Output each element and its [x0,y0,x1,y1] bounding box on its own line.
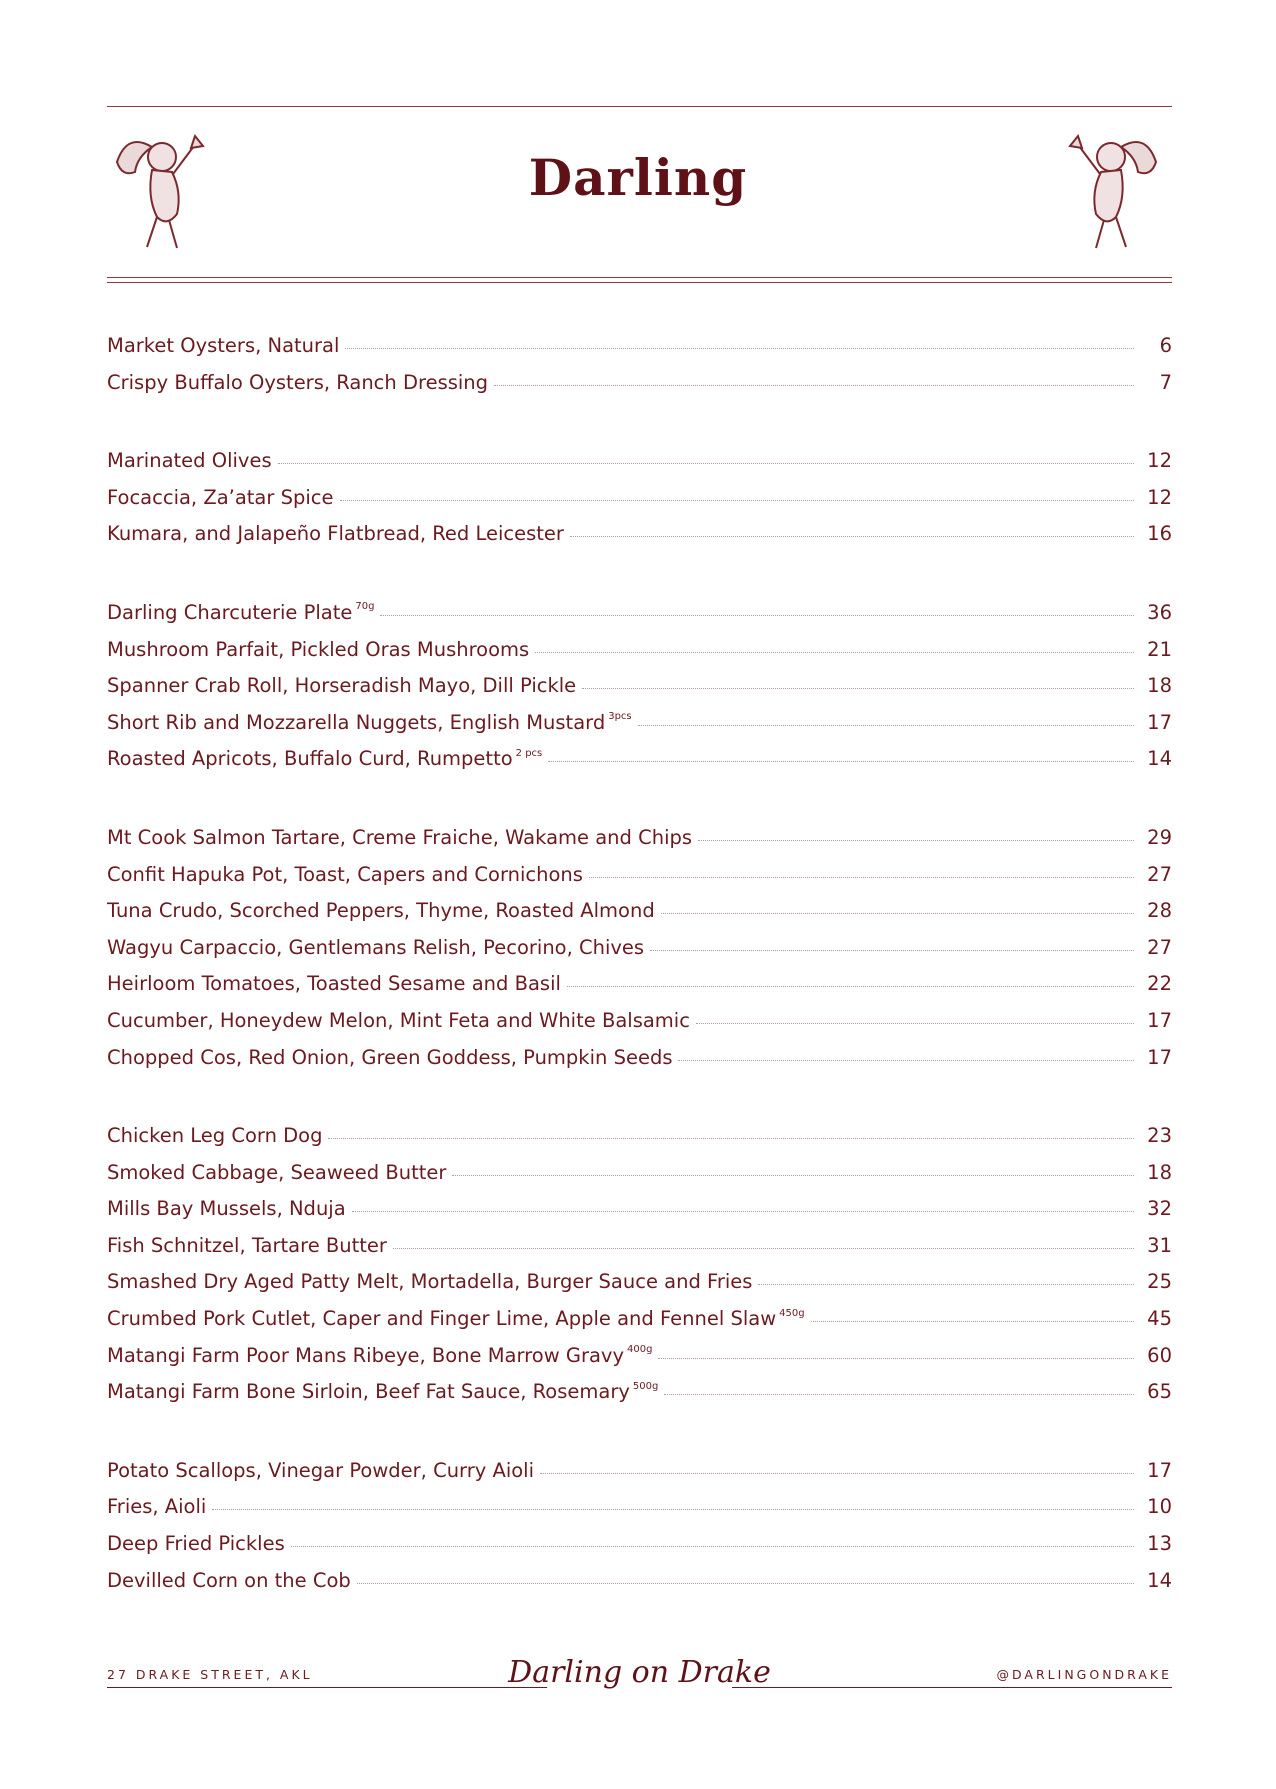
menu-item [107,826,1172,863]
menu-item [107,334,1172,371]
page-title: Darling [528,148,748,207]
dot-leader [291,1546,1134,1547]
menu-item [107,1307,1172,1344]
menu-item [107,711,1172,748]
menu-item-name [107,1532,285,1555]
menu-item [107,1234,1172,1271]
menu-item [107,747,1172,784]
menu-item-name [107,747,542,770]
menu-item-name [107,1197,346,1220]
dot-leader [278,463,1134,464]
menu-item-name-text: Deep Fried Pickles [107,1532,285,1556]
menu-item-price: 28 [1147,899,1172,923]
menu-item-price: 23 [1147,1124,1172,1148]
menu-item-price: 6 [1159,334,1172,357]
menu-section [107,334,1172,407]
dot-leader [494,385,1134,386]
menu-item-name-text: Mills Bay Mussels, Nduja [107,1197,346,1221]
menu-item-price: 14 [1147,1568,1172,1592]
menu-item-name-text: Tuna Crudo, Scorched Peppers, Thyme, Roasted Almond [107,899,655,923]
menu-item-price: 13 [1147,1532,1172,1556]
menu-item-name-text: Short Rib and Mozzarella Nuggets, English Mustard [107,710,606,734]
menu-item-portion: 500g [632,1380,659,1392]
menu-item-portion: 450g [779,1307,805,1319]
footer-signature: Darling on Drake [508,1655,771,1690]
menu-item-price: 21 [1147,637,1172,661]
menu-item-name [107,334,339,357]
menu-item [107,863,1172,900]
menu-item-name [107,601,374,624]
menu-item-price: 7 [1159,370,1172,394]
menu-item-price: 45 [1147,1307,1172,1331]
menu-item-price: 27 [1147,862,1172,886]
dot-leader [589,877,1134,878]
menu-item [107,449,1172,486]
menu-item-name [107,711,632,734]
dot-leader [357,1583,1134,1584]
footer-address: 27 DRAKE STREET, AKL [107,1667,313,1682]
menu-item [107,674,1172,711]
menu-item-price: 31 [1147,1233,1172,1257]
menu-item-name [107,1124,322,1147]
menu-item-name-text: Roasted Apricots, Buffalo Curd, Rumpetto [107,747,513,771]
dot-leader [638,725,1134,726]
menu-section [107,449,1172,559]
menu-item-name-text: Crispy Buffalo Oysters, Ranch Dressing [107,370,489,394]
menu-item-name-text: Potato Scallops, Vinegar Powder, Curry Aioli [107,1458,535,1482]
menu-item [107,522,1172,559]
menu-item-price: 18 [1147,674,1172,698]
dot-leader [582,688,1134,689]
menu-item-name-text: Marinated Olives [107,449,272,473]
menu-item [107,486,1172,523]
menu-item-portion: 2 pcs [515,747,543,759]
menu-item-name-text: Spanner Crab Roll, Horseradish Mayo, Dill Pickle [107,674,577,698]
menu-item-name [107,449,272,472]
dot-leader [380,615,1134,616]
menu-item-name-text: Market Oysters, Natural [107,334,340,357]
menu-item-name [107,1344,652,1367]
dot-leader [212,1509,1134,1510]
menu-list [107,334,1172,1647]
menu-item [107,1161,1172,1198]
menu-item-name [107,1569,351,1592]
dot-leader [452,1175,1134,1176]
menu-item-name [107,371,488,394]
menu-item [107,1495,1172,1532]
menu-item-name [107,1380,658,1403]
menu-item [107,1532,1172,1569]
menu-item-name [107,863,583,886]
menu-item-price: 16 [1147,522,1172,546]
dot-leader [567,986,1134,987]
menu-item-name [107,1459,534,1482]
menu-item-name [107,486,334,509]
menu-item-price: 60 [1147,1343,1172,1367]
menu-item-name-text: Matangi Farm Poor Mans Ribeye, Bone Marrow Gravy [107,1343,625,1367]
menu-item-price: 17 [1147,1008,1172,1032]
menu-item-price: 36 [1147,600,1172,624]
menu-section [107,826,1172,1082]
menu-item-price: 32 [1147,1197,1172,1221]
menu-item [107,371,1172,408]
menu-item-price: 12 [1147,485,1172,509]
menu-item-price: 22 [1147,972,1172,996]
menu-item-name-text: Fries, Aioli [107,1495,207,1519]
menu-item-name [107,1270,752,1293]
footer-social-handle: @DARLINGONDRAKE [996,1667,1172,1682]
menu-item [107,601,1172,638]
menu-item-name-text: Cucumber, Honeydew Melon, Mint Feta and White Balsamic [107,1008,690,1032]
menu-item-name-text: Kumara, and Jalapeño Flatbread, Red Leicester [107,522,564,546]
menu-item-portion: 400g [627,1344,653,1356]
menu-item-name-text: Crumbed Pork Cutlet, Caper and Finger Lime, Apple and Fennel Slaw [107,1307,777,1331]
menu-item [107,1344,1172,1381]
dot-leader [698,840,1134,841]
menu-item-name-text: Wagyu Carpaccio, Gentlemans Relish, Pecorino, Chives [107,935,645,959]
dot-leader [352,1211,1134,1212]
menu-item-name [107,674,576,697]
menu-item [107,1197,1172,1234]
menu-item-name [107,522,564,545]
menu-item-price: 17 [1147,1045,1172,1069]
menu-item [107,936,1172,973]
menu-item-price: 25 [1147,1270,1172,1294]
menu-item-name [107,1161,446,1184]
menu-item-name-text: Chopped Cos, Red Onion, Green Goddess, Pumpkin Seeds [107,1045,673,1069]
menu-item-price: 12 [1147,449,1172,473]
cherub-icon [1058,122,1166,262]
menu-item-portion: 70g [355,601,375,613]
menu-section [107,601,1172,784]
dot-leader [540,1473,1134,1474]
dot-leader [548,761,1134,762]
menu-item [107,1459,1172,1496]
menu-item-name-text: Mt Cook Salmon Tartare, Creme Fraiche, Wakame and Chips [107,825,693,849]
dot-leader [570,536,1134,537]
dot-leader [661,913,1134,914]
dot-leader [340,500,1135,501]
dot-leader [664,1394,1134,1395]
dot-leader [658,1358,1134,1359]
dot-leader [650,950,1134,951]
menu-item-name [107,972,561,995]
menu-item-portion: 3pcs [608,711,632,723]
menu-item [107,1124,1172,1161]
menu-item [107,1380,1172,1417]
menu-item-name-text: Focaccia, Za’atar Spice [107,485,334,509]
menu-item-name-text: Heirloom Tomatoes, Toasted Sesame and Basil [107,972,561,996]
menu-item-name [107,899,655,922]
menu-item [107,638,1172,675]
menu-item-price: 65 [1147,1380,1172,1404]
dot-leader [393,1248,1134,1249]
menu-item-name [107,1307,805,1330]
dot-leader [758,1284,1134,1285]
menu-item-name-text: Darling Charcuterie Plate [107,600,353,624]
menu-item-name-text: Fish Schnitzel, Tartare Butter [107,1233,387,1257]
menu-item-name-text: Chicken Leg Corn Dog [107,1124,323,1148]
menu-item [107,1569,1172,1606]
menu-item-name [107,936,644,959]
dot-leader [345,348,1134,349]
header-top-rule [107,106,1172,107]
menu-item [107,899,1172,936]
menu-item [107,972,1172,1009]
menu-item-name [107,1046,672,1069]
menu-item-price: 29 [1147,825,1172,849]
dot-leader [328,1138,1134,1139]
menu-item-name-text: Smoked Cabbage, Seaweed Butter [107,1160,447,1184]
menu-section [107,1459,1172,1605]
menu-item-price: 18 [1147,1160,1172,1184]
menu-item [107,1270,1172,1307]
menu-item-name [107,826,692,849]
menu-item [107,1046,1172,1083]
menu-item-name [107,638,529,661]
menu-item-name-text: Mushroom Parfait, Pickled Oras Mushrooms [107,637,530,661]
menu-item [107,1009,1172,1046]
menu-item-name [107,1234,387,1257]
menu-item-name-text: Confit Hapuka Pot, Toast, Capers and Cornichons [107,862,583,886]
menu-item-name [107,1495,206,1518]
header-bottom-rule [107,277,1172,283]
dot-leader [678,1060,1134,1061]
menu-item-price: 17 [1147,710,1172,734]
dot-leader [811,1321,1134,1322]
menu-item-price: 14 [1147,747,1172,771]
menu-item-name [107,1009,690,1032]
menu-item-name-text: Devilled Corn on the Cob [107,1568,351,1592]
footer [107,1650,1172,1690]
menu-item-price: 27 [1147,935,1172,959]
dot-leader [535,652,1134,653]
menu-section [107,1124,1172,1417]
menu-item-price: 10 [1147,1495,1172,1519]
menu-item-name-text: Matangi Farm Bone Sirloin, Beef Fat Sauce, Rosemary [107,1380,630,1404]
menu-item-name-text: Smashed Dry Aged Patty Melt, Mortadella, Burger Sauce and Fries [107,1270,753,1294]
dot-leader [696,1023,1134,1024]
menu-item-price: 17 [1147,1458,1172,1482]
